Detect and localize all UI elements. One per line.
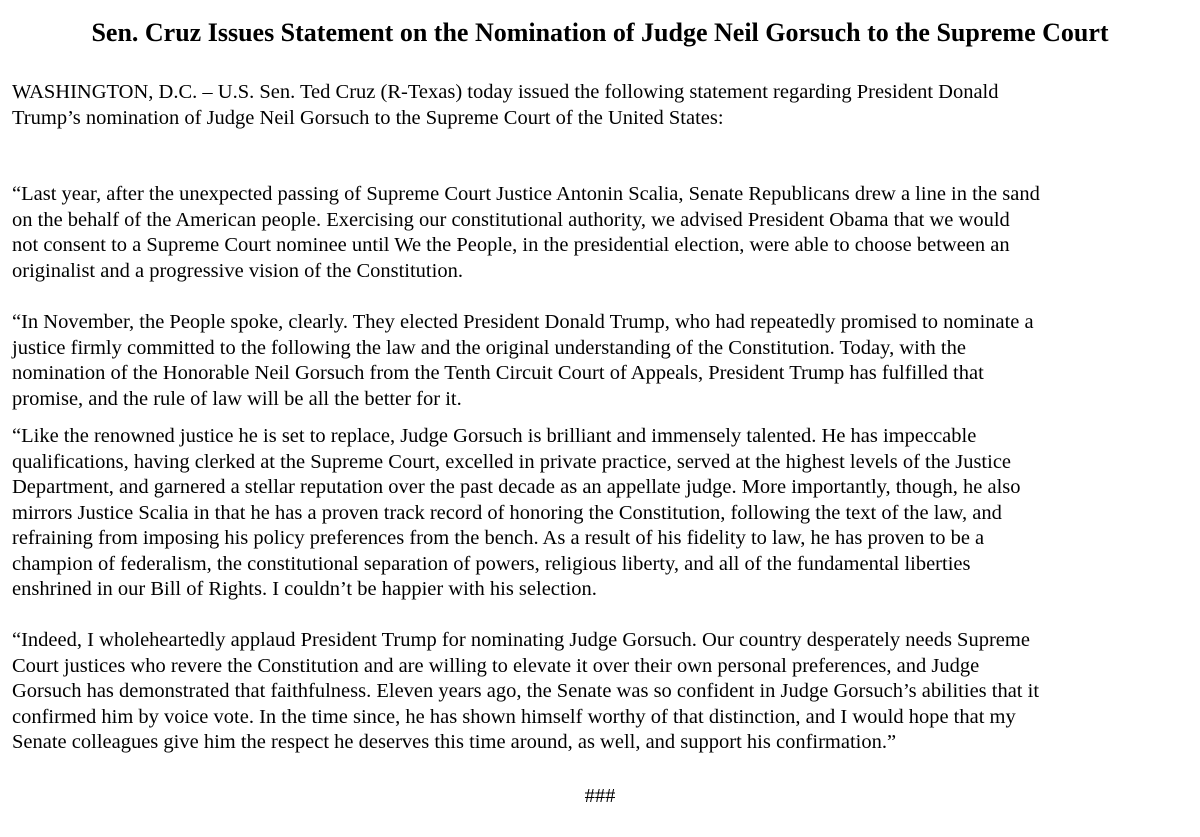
end-mark: ###: [584, 785, 616, 807]
text-line: WASHINGTON, D.C. – U.S. Sen. Ted Cruz (R-Texas) today issued the following statement regarding President Donald: [12, 81, 999, 103]
text-line: refraining from imposing his policy preferences from the bench. As a result of his fidelity to law, he has proven to be a: [12, 527, 985, 549]
text-line: Senate colleagues give him the respect he deserves this time around, as well, and support his confirmation.”: [12, 731, 897, 753]
text-line: “Indeed, I wholeheartedly applaud President Trump for nominating Judge Gorsuch. Our country desperately needs Supreme: [12, 629, 1030, 651]
text-line: Trump’s nomination of Judge Neil Gorsuch to the Supreme Court of the United States:: [12, 106, 724, 129]
text-line: “Last year, after the unexpected passing of Supreme Court Justice Antonin Scalia, Senate Republicans drew a line in the sand: [12, 183, 1040, 205]
paragraph-intro: [12, 80, 1188, 131]
text-line: not consent to a Supreme Court nominee until We the People, in the presidential election, were able to choose between an: [12, 234, 1010, 256]
text-line: originalist and a progressive vision of the Constitution.: [12, 259, 463, 282]
paragraph-quote-3: [12, 424, 1188, 603]
text-line: confirmed him by voice vote. In the time since, he has shown himself worthy of that distinction, and I would hope that my: [12, 705, 1016, 728]
text-line: mirrors Justice Scalia in that he has a proven track record of honoring the Constitution, following the text of the law, and: [12, 501, 1002, 524]
page-title: Sen. Cruz Issues Statement on the Nomination of Judge Neil Gorsuch to the Supreme Court: [91, 18, 1109, 47]
text-line: Department, and garnered a stellar reputation over the past decade as an appellate judge. More importantly, though, he also: [12, 476, 1021, 498]
paragraph-quote-2: [12, 310, 1188, 412]
text-line: justice firmly committed to the following the law and the original understanding of the Constitution. Today, with the: [12, 336, 966, 359]
text-line: promise, and the rule of law will be all the better for it.: [12, 387, 462, 410]
paragraph-quote-1: [12, 182, 1188, 284]
text-line: enshrined in our Bill of Rights. I couldn’t be happier with his selection.: [12, 578, 597, 600]
text-line: Gorsuch has demonstrated that faithfulness. Eleven years ago, the Senate was so confident in Judge Gorsuch’s abilities that it: [12, 680, 1040, 702]
text-line: qualifications, having clerked at the Supreme Court, excelled in private practice, served at the highest levels of the Justice: [12, 450, 1012, 473]
text-line: “Like the renowned justice he is set to replace, Judge Gorsuch is brilliant and immensely talented. He has impeccable: [12, 425, 977, 447]
text-line: nomination of the Honorable Neil Gorsuch from the Tenth Circuit Court of Appeals, President Trump has fulfilled that: [12, 362, 984, 384]
text-line: Court justices who revere the Constitution and are willing to elevate it over their own personal preferences, and Judge: [12, 654, 980, 677]
text-line: on the behalf of the American people. Exercising our constitutional authority, we advised President Obama that we would: [12, 208, 1010, 231]
text-line: champion of federalism, the constitutional separation of powers, religious liberty, and all of the fundamental liberties: [12, 552, 971, 575]
paragraph-quote-4: [12, 628, 1188, 756]
text-line: “In November, the People spoke, clearly. They elected President Donald Trump, who had repeatedly promised to nominate a: [12, 311, 1034, 333]
